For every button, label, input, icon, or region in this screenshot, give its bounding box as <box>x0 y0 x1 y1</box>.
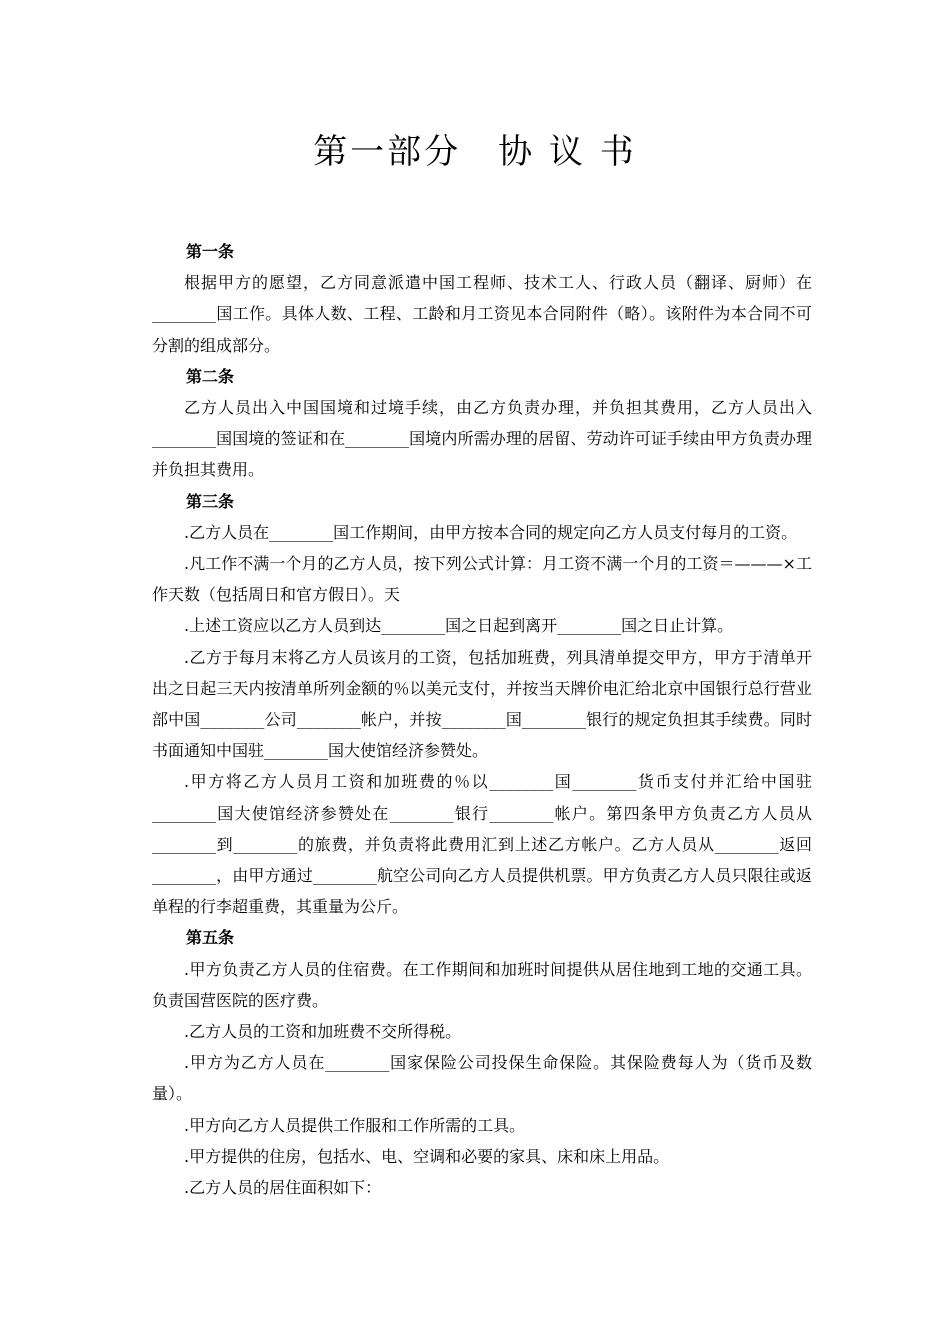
paragraph: .乙方人员的居住面积如下： <box>184 1178 382 1198</box>
page-title: 第一部分 协 议 书 <box>313 132 637 172</box>
article-heading: 第一条 <box>186 242 235 261</box>
paragraph: .甲方提供的住房，包括水、电、空调和必要的家具、床和床上用品。 <box>184 1146 670 1166</box>
paragraph: .甲方负责乙方人员的住宿费。在工作期间和加班时间提供从居住地到工地的交通工具。负责国营医院的医疗费。 <box>152 959 812 1010</box>
paragraph: .乙方人员在________国工作期间，由甲方按本合同的规定向乙方人员支付每月的工资。 <box>184 522 798 542</box>
paragraph: .乙方于每月末将乙方人员该月的工资，包括加班费，列具清单提交甲方，甲方于清单开出之日起三天内按清单所列金额的％以美元支付，并按当天牌价电汇给北京中国银行总行营业部中国________公司________帐户，并按________国________银行的规定负担其手续费。同时书面通知中国驻________国大使馆经济参赞处。 <box>152 647 812 761</box>
paragraph: .甲方将乙方人员月工资和加班费的％以________国________货币支付并汇给中国驻________国大使馆经济参赞处在________银行________帐户。第四条甲方负责乙方人员从________到________的旅费，并负责将此费用汇到上述乙方帐户。乙方人员从________返回________，由甲方通过________航空公司向乙方人员提供机票。甲方负责乙方人员只限往或返单程的行李超重费，其重量为公斤。 <box>152 772 812 917</box>
article-heading: 第五条 <box>186 928 235 948</box>
document-body <box>152 236 812 1203</box>
paragraph: .凡工作不满一个月的乙方人员，按下列公式计算：月工资不满一个月的工资＝———×工作天数（包括周日和官方假日）。天 <box>152 554 812 605</box>
article-heading: 第三条 <box>186 491 235 511</box>
paragraph: 乙方人员出入中国国境和过境手续，由乙方负责办理，并负担其费用，乙方人员出入________国国境的签证和在________国境内所需办理的居留、劳动许可证手续由甲方负责办理并负担其费用。 <box>152 398 812 480</box>
paragraph: .乙方人员的工资和加班费不交所得税。 <box>184 1022 462 1042</box>
paragraph: .上述工资应以乙方人员到达________国之日起到离开________国之日止计算。 <box>184 616 734 636</box>
paragraph: .甲方为乙方人员在________国家保险公司投保生命保险。其保险费每人为（货币及数量）。 <box>152 1053 812 1104</box>
article-heading: 第二条 <box>186 366 235 386</box>
paragraph: .甲方向乙方人员提供工作服和工作所需的工具。 <box>184 1115 526 1135</box>
paragraph: 根据甲方的愿望，乙方同意派遣中国工程师、技术工人、行政人员（翻译、厨师）在________国工作。具体人数、工程、工龄和月工资见本合同附件（略）。该附件为本合同不可分割的组成部分。 <box>152 273 812 355</box>
